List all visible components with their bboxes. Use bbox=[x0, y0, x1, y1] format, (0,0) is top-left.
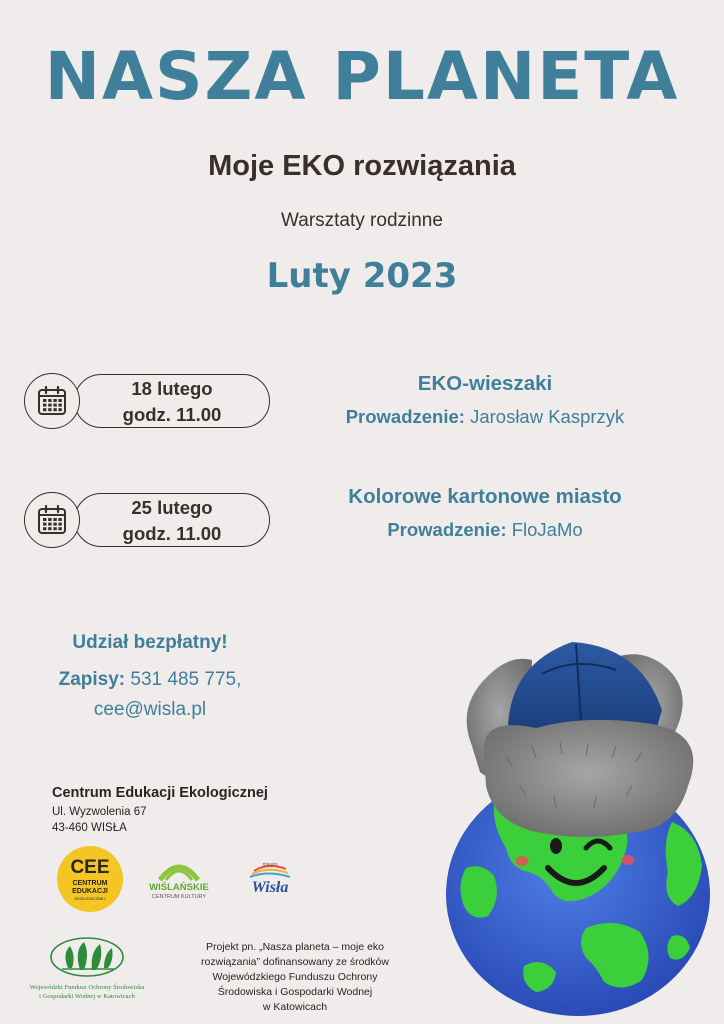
organizer-name: Centrum Edukacji Ekologicznej bbox=[52, 785, 268, 801]
cee-logo-main: CEE bbox=[70, 857, 110, 878]
event-2-lead bbox=[300, 519, 670, 541]
wisla-logo-small: miasto bbox=[262, 862, 278, 868]
event-2-time: godz. 11.00 bbox=[122, 523, 222, 544]
event-2 bbox=[0, 479, 724, 569]
cee-logo-line2: EDUKACJI bbox=[72, 888, 108, 895]
wfos-logo bbox=[18, 936, 156, 1006]
organizer-street: Ul. Wyzwolenia 67 bbox=[52, 806, 147, 818]
cee-logo-line1: CENTRUM bbox=[72, 880, 108, 887]
poster-title: NASZA PLANETA bbox=[44, 38, 680, 115]
event-1-name: EKO-wieszaki bbox=[417, 372, 553, 395]
cee-logo bbox=[56, 845, 124, 913]
event-2-lead-label: Prowadzenie: bbox=[387, 519, 507, 540]
project-funding-note bbox=[160, 940, 430, 1015]
organizer-address bbox=[52, 804, 147, 836]
event-1 bbox=[0, 360, 724, 450]
event-2-date: 25 lutego bbox=[131, 497, 213, 518]
project-line-4: Środowiska i Gospodarki Wodnej bbox=[217, 986, 373, 998]
event-1-time: godz. 11.00 bbox=[122, 404, 222, 425]
event-2-date-pill bbox=[74, 493, 270, 547]
event-1-date: 18 lutego bbox=[131, 378, 213, 399]
signup-phone[interactable]: 531 485 775, bbox=[130, 669, 242, 690]
wck-logo-line1: WIŚLAŃSKIE bbox=[149, 882, 209, 893]
signup-email[interactable]: cee@wisla.pl bbox=[93, 699, 207, 720]
wfos-logo-line2: i Gospodarki Wodnej w Katowicach bbox=[39, 993, 135, 1000]
calendar-icon bbox=[36, 504, 68, 536]
free-entry-note: Udział bezpłatny! bbox=[72, 632, 228, 653]
project-line-2: rozwiązania” dofinansowany ze środków bbox=[201, 956, 389, 968]
wisla-logo-text: Wisła bbox=[251, 879, 289, 896]
calendar-icon-circle bbox=[24, 492, 80, 548]
event-1-lead-label: Prowadzenie: bbox=[345, 406, 465, 427]
event-2-name: Kolorowe kartonowe miasto bbox=[348, 485, 622, 508]
organizer-city: 43-460 WISŁA bbox=[52, 822, 127, 834]
calendar-icon-circle bbox=[24, 373, 80, 429]
signup-contact bbox=[0, 665, 300, 725]
wck-logo-line2: CENTRUM KULTURY bbox=[151, 894, 207, 900]
project-line-3: Wojewódzkiego Funduszu Ochrony bbox=[212, 971, 378, 983]
signup-label: Zapisy: bbox=[58, 669, 126, 690]
poster-subtitle: Moje EKO rozwiązania bbox=[208, 150, 516, 182]
project-line-5: w Katowicach bbox=[262, 1001, 328, 1013]
globe-character-illustration bbox=[436, 636, 720, 1020]
event-1-lead bbox=[300, 406, 670, 428]
event-2-lead-name: FloJaMo bbox=[511, 519, 583, 540]
calendar-icon bbox=[36, 385, 68, 417]
wfos-logo-line1: Wojewódzki Fundusz Ochrony Środowiska bbox=[29, 984, 145, 991]
event-1-lead-name: Jarosław Kasprzyk bbox=[470, 406, 625, 427]
wisla-logo bbox=[238, 858, 302, 900]
month-label: Luty 2023 bbox=[266, 256, 458, 296]
cee-logo-line3: EKOLOGICZNEJ bbox=[74, 896, 106, 901]
project-line-1: Projekt pn. „Nasza planeta – moje eko bbox=[205, 941, 384, 953]
workshops-label: Warsztaty rodzinne bbox=[281, 210, 443, 231]
event-1-date-pill bbox=[74, 374, 270, 428]
wck-logo bbox=[146, 856, 212, 902]
